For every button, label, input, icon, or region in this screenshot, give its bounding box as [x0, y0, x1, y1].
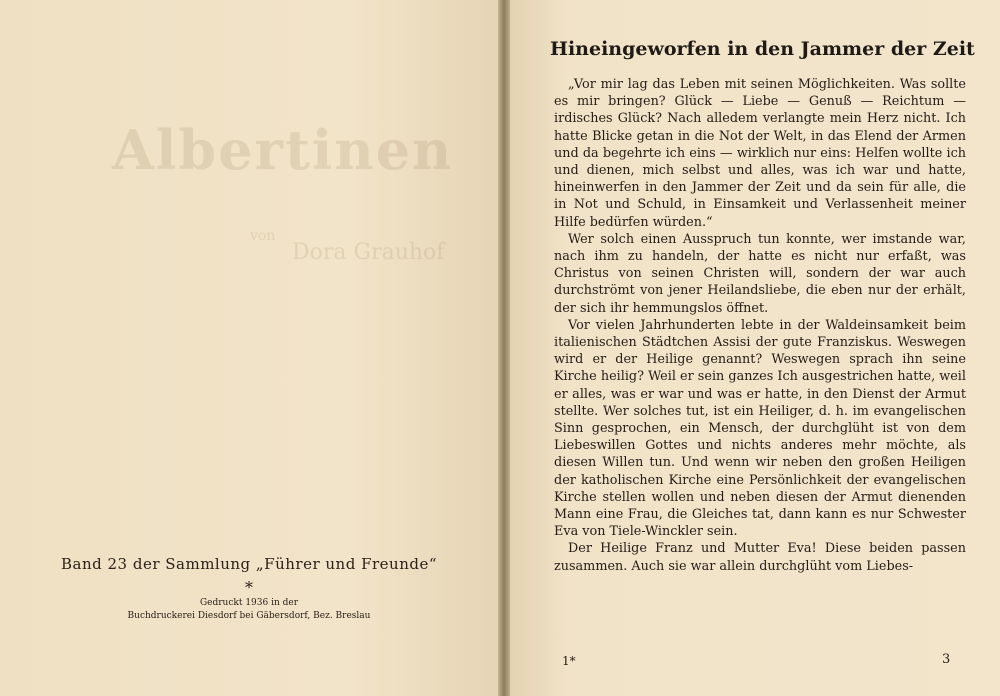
left-page [0, 0, 498, 696]
printer-line-1: Gedruckt 1936 in der [199, 598, 299, 608]
paragraph: Vor vielen Jahrhunderten lebte in der Waldeinsamkeit beim italienischen Städtchen Assisi der gute Franziskus. Weswegen wird er der Heilige genannt? Weswegen sprach ihn seine Kirche heilig? Weil er sein ganzes Ich ausgestrichen hatte, weil er alles, was er war und was er hatte, in den Dienst der Armut stellte. Wer solches tut, ist ein Heiliger, d. h. im evangelischen Sinn gesprochen, ein Mensch, der durchglüht ist von dem Liebeswillen Gottes und nichts anderes mehr möchte, als diesen Willen tun. Und wenn wir neben den großen Heiligen der katholischen Kirche eine Persönlichkeit der evangelischen Kirche stellen wollen und neben diesen der Armut dienenden Mann eine Frau, die Gleiches tat, dann kann es nur Schwester Eva von Tiele-Winckler sein. [554, 317, 966, 540]
book-gutter [498, 0, 510, 696]
printer-line-2: Buchdruckerei Diesdorf bei Gäbersdorf, Bez. Breslau [127, 611, 371, 621]
paragraph: Wer solch einen Ausspruch tun konnte, wer imstande war, nach ihm zu handeln, der hatte es nicht nur erfaßt, was Christus von seinen Christen will, sondern der war auch durchströmt von jener Heilandsliebe, die eben nur der erhält, der sich ihr hemmungslos öffnet. [554, 231, 966, 316]
show-through-title: Albertinen [112, 118, 454, 182]
right-page [510, 0, 1000, 696]
show-through-von: von [250, 228, 276, 244]
paragraph: Der Heilige Franz und Mutter Eva! Diese beiden passen zusammen. Auch sie war allein durchglüht vom Liebes- [554, 541, 966, 574]
star-ornament: * [245, 578, 253, 597]
signature-mark: 1* [562, 654, 576, 668]
chapter-heading: Hineingeworfen in den Jammer der Zeit [550, 38, 975, 60]
show-through-author: Dora Grauhof [292, 240, 445, 265]
page-number: 3 [942, 652, 951, 667]
series-line: Band 23 der Sammlung „Führer und Freunde“ [60, 555, 438, 573]
paragraph: „Vor mir lag das Leben mit seinen Möglichkeiten. Was sollte es mir bringen? Glück — Liebe — Genuß — Reichtum — irdisches Glück? Nach alledem verlangte mein Herz nicht. Ich hatte Blicke getan in die Not der Welt, in das Elend der Armen und da begehrte ich eins — wirklich nur eins: Helfen wollte ich und dienen, mich selbst und alles, was ich war und hatte, hineinwerfen in den Jammer der Zeit und da sein für alle, die in Not und Schuld, in Einsamkeit und Verlassenheit meiner Hilfe bedürfen würden.“ [554, 77, 966, 230]
body-text [554, 76, 966, 575]
